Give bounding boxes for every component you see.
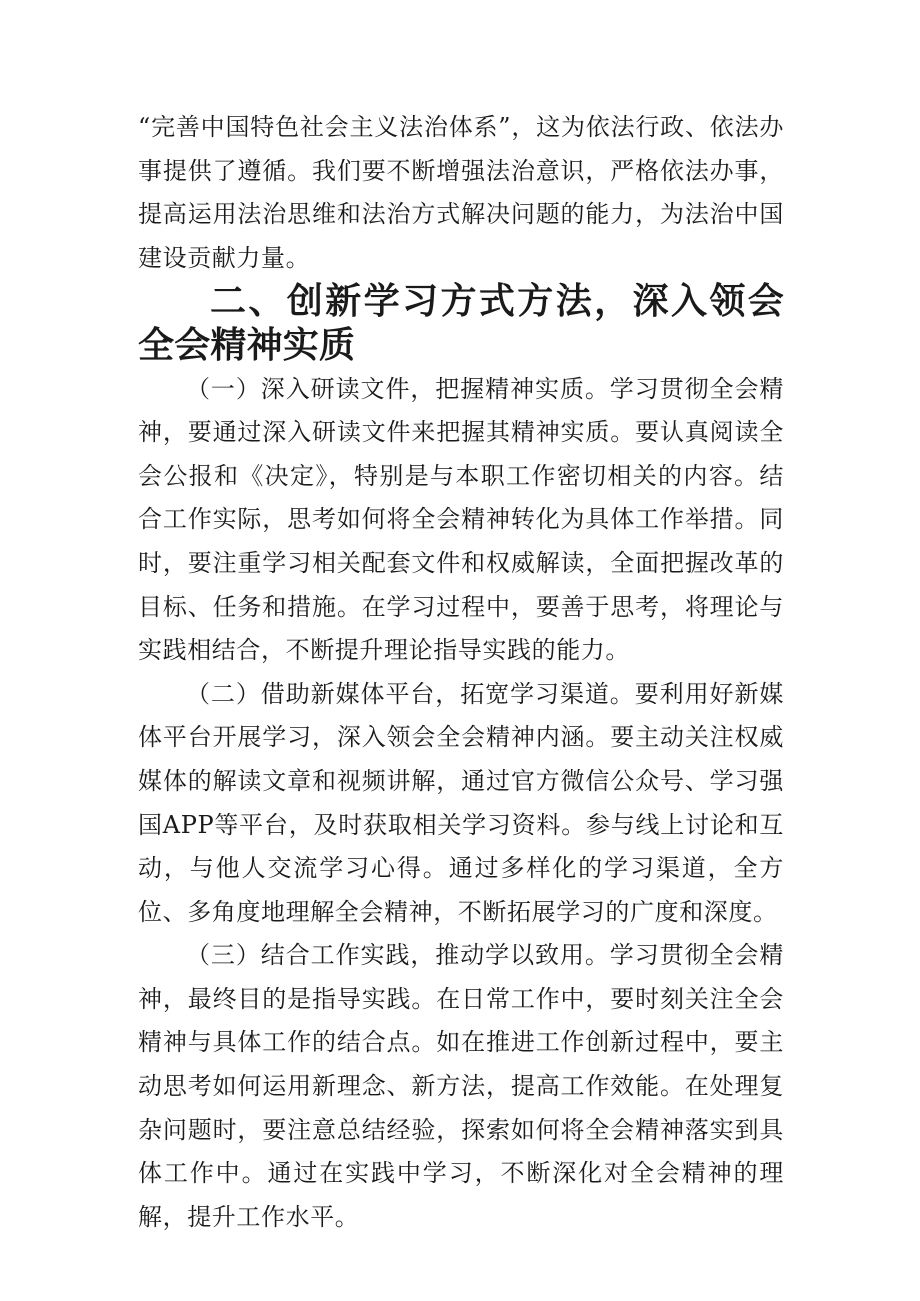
document-body xyxy=(138,106,784,1239)
paragraph-3: （三）结合工作实践，推动学以致用。学习贯彻全会精神，最终目的是指导实践。在日常工作中，要时刻关注全会精神与具体工作的结合点。如在推进工作创新过程中，要主动思考如何运用新理念、新方法，提高工作效能。在处理复杂问题时，要注意总结经验，探索如何将全会精神落实到具体工作中。通过在实践中学习，不断深化对全会精神的理解，提升工作水平。 xyxy=(138,941,784,1231)
section-heading: 二、创新学习方式方法，深入领会全会精神实质 xyxy=(138,281,784,366)
paragraph-1: （一）深入研读文件，把握精神实质。学习贯彻全会精神，要通过深入研读文件来把握其精神实质。要认真阅读全会公报和《决定》，特别是与本职工作密切相关的内容。结合工作实际，思考如何将全会精神转化为具体工作举措。同时，要注重学习相关配套文件和权威解读，全面把握改革的目标、任务和措施。在学习过程中，要善于思考，将理论与实践相结合，不断提升理论指导实践的能力。 xyxy=(138,374,784,665)
paragraph-2: （二）借助新媒体平台，拓宽学习渠道。要利用好新媒体平台开展学习，深入领会全会精神内涵。要主动关注权威媒体的解读文章和视频讲解，通过官方微信公众号、学习强国APP等平台，及时获取相关学习资料。参与线上讨论和互动，与他人交流学习心得。通过多样化的学习渠道，全方位、多角度地理解全会精神，不断拓展学习的广度和深度。 xyxy=(138,679,784,926)
intro-paragraph: “完善中国特色社会主义法治体系”，这为依法行政、依法办事提供了遵循。我们要不断增强法治意识，严格依法办事，提高运用法治思维和法治方式解决问题的能力，为法治中国建设贡献力量。 xyxy=(138,113,784,272)
